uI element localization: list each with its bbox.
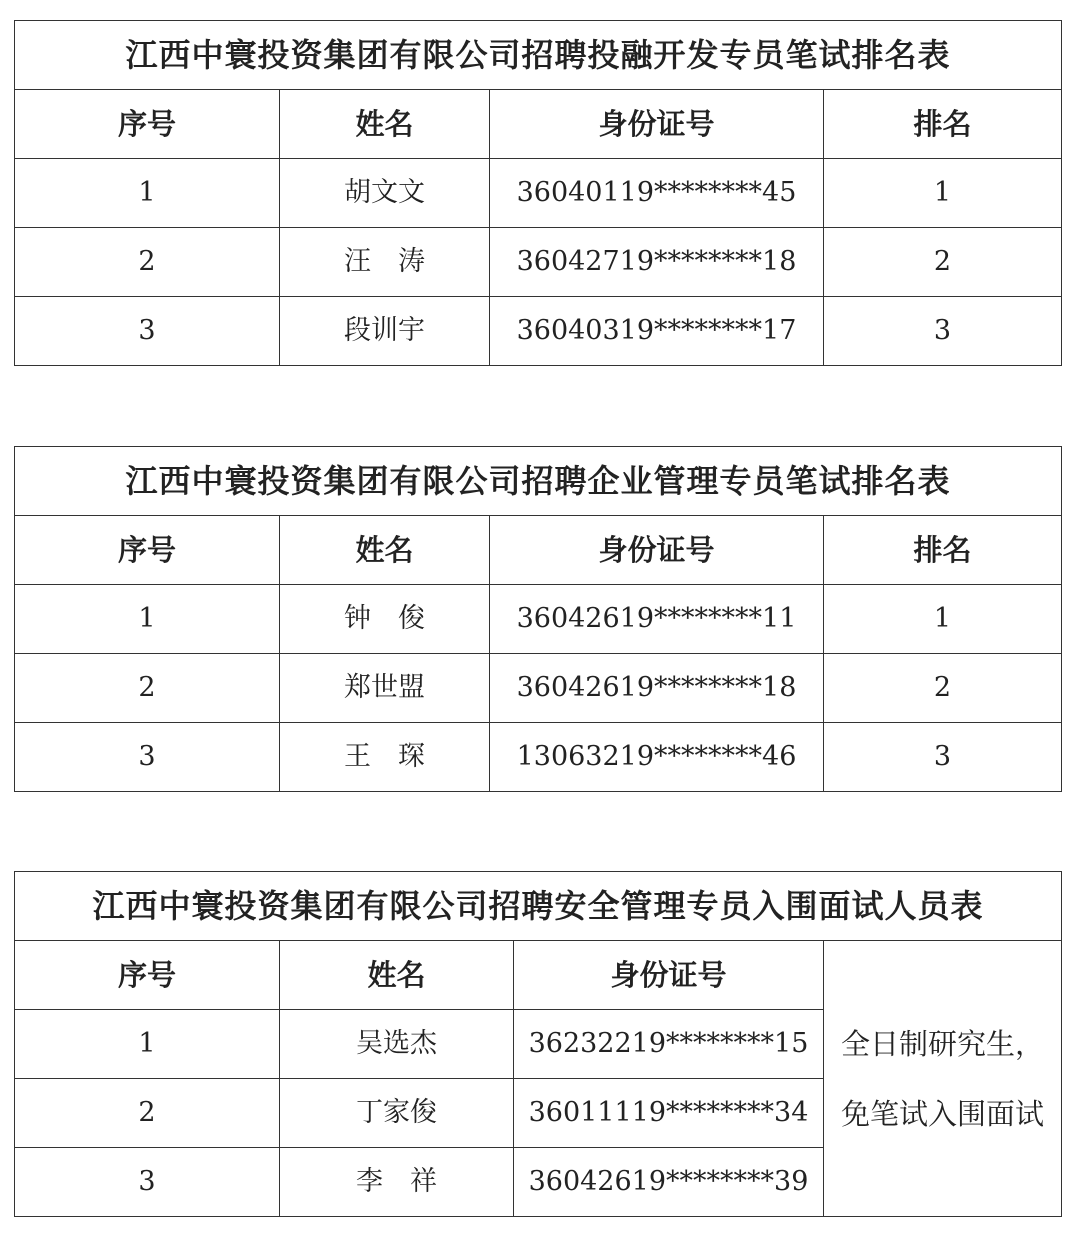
exemption-note: 全日制研究生，免笔试入围面试 xyxy=(824,941,1062,1217)
cell-name: 段训宇 xyxy=(280,297,490,366)
cell-name: 丁家俊 xyxy=(280,1079,514,1148)
cell-index: 2 xyxy=(15,654,280,723)
cell-index: 3 xyxy=(15,1148,280,1217)
header-id-number: 身份证号 xyxy=(490,516,824,585)
cell-index: 1 xyxy=(15,585,280,654)
table-title: 江西中寰投资集团有限公司招聘安全管理专员入围面试人员表 xyxy=(15,872,1062,941)
cell-rank: 1 xyxy=(824,159,1062,228)
cell-name: 吴选杰 xyxy=(280,1010,514,1079)
header-name: 姓名 xyxy=(280,90,490,159)
cell-id-number: 36042619********18 xyxy=(490,654,824,723)
header-index: 序号 xyxy=(15,941,280,1010)
cell-id-number: 36011119********34 xyxy=(514,1079,824,1148)
cell-rank: 2 xyxy=(824,228,1062,297)
ranking-table-management xyxy=(14,446,1062,792)
cell-name: 钟 俊 xyxy=(280,585,490,654)
cell-index: 3 xyxy=(15,297,280,366)
cell-rank: 3 xyxy=(824,723,1062,792)
cell-rank: 1 xyxy=(824,585,1062,654)
header-name: 姓名 xyxy=(280,941,514,1010)
table-row xyxy=(15,654,1062,723)
cell-id-number: 36042619********11 xyxy=(490,585,824,654)
cell-id-number: 13063219********46 xyxy=(490,723,824,792)
header-index: 序号 xyxy=(15,90,280,159)
interview-table-safety xyxy=(14,871,1062,1217)
header-id-number: 身份证号 xyxy=(490,90,824,159)
table-title: 江西中寰投资集团有限公司招聘企业管理专员笔试排名表 xyxy=(15,447,1062,516)
table-row xyxy=(15,228,1062,297)
table-row xyxy=(15,159,1062,228)
table-row xyxy=(15,297,1062,366)
cell-id-number: 36042619********39 xyxy=(514,1148,824,1217)
header-id-number: 身份证号 xyxy=(514,941,824,1010)
cell-rank: 2 xyxy=(824,654,1062,723)
header-index: 序号 xyxy=(15,516,280,585)
header-rank: 排名 xyxy=(824,90,1062,159)
ranking-table-investment xyxy=(14,20,1062,366)
cell-index: 3 xyxy=(15,723,280,792)
table-row xyxy=(15,585,1062,654)
cell-index: 1 xyxy=(15,159,280,228)
cell-id-number: 36040119********45 xyxy=(490,159,824,228)
cell-name: 汪 涛 xyxy=(280,228,490,297)
cell-index: 2 xyxy=(15,1079,280,1148)
cell-index: 2 xyxy=(15,228,280,297)
table-title: 江西中寰投资集团有限公司招聘投融开发专员笔试排名表 xyxy=(15,21,1062,90)
cell-name: 郑世盟 xyxy=(280,654,490,723)
cell-id-number: 36042719********18 xyxy=(490,228,824,297)
cell-index: 1 xyxy=(15,1010,280,1079)
table-row xyxy=(15,723,1062,792)
cell-name: 李 祥 xyxy=(280,1148,514,1217)
cell-name: 胡文文 xyxy=(280,159,490,228)
cell-rank: 3 xyxy=(824,297,1062,366)
cell-name: 王 琛 xyxy=(280,723,490,792)
cell-id-number: 36232219********15 xyxy=(514,1010,824,1079)
cell-id-number: 36040319********17 xyxy=(490,297,824,366)
header-name: 姓名 xyxy=(280,516,490,585)
header-rank: 排名 xyxy=(824,516,1062,585)
